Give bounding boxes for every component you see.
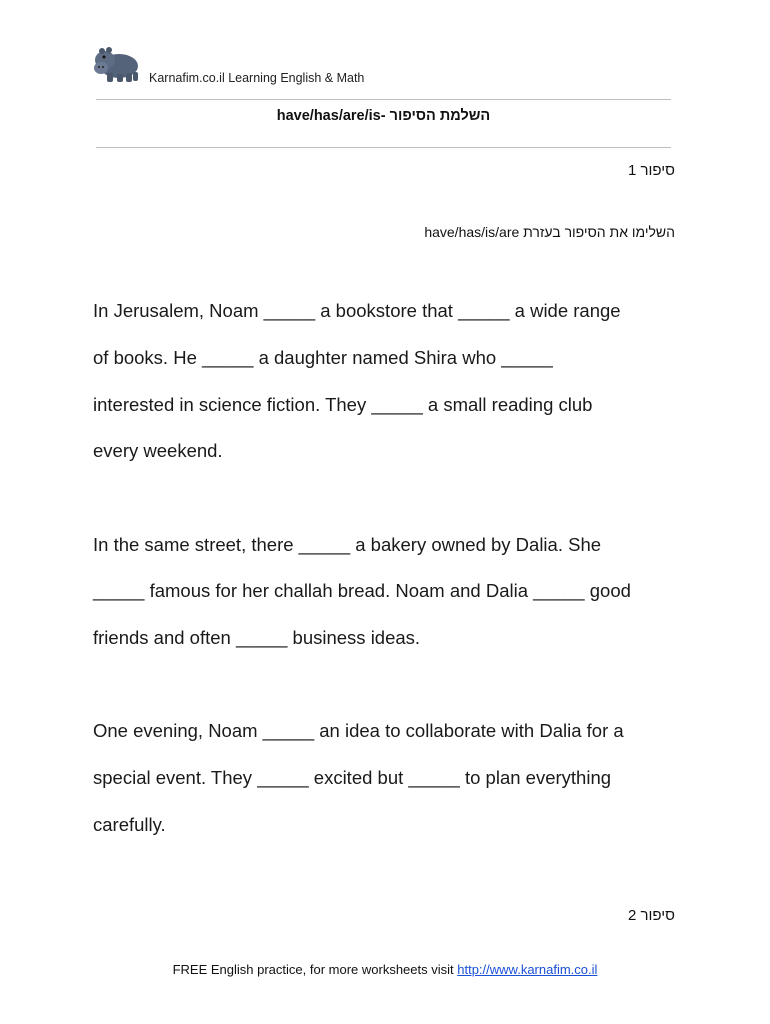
story-line: of books. He _____ a daughter named Shira who _____: [93, 347, 553, 368]
story-line: special event. They _____ excited but _____ to plan everything: [93, 767, 612, 788]
story-line: every weekend.: [93, 440, 223, 461]
story-1-label: סיפור 1: [627, 162, 675, 179]
story-instructions: השלימו את הסיפור בעזרת have/has/is/are: [424, 224, 675, 240]
page-footer: [0, 962, 770, 977]
title-divider: [96, 147, 671, 148]
hippo-icon: [93, 42, 143, 84]
story-line: friends and often _____ business ideas.: [93, 627, 421, 648]
story-2-label: סיפור 2: [627, 907, 675, 924]
site-name: Karnafim.co.il Learning English & Math: [149, 71, 365, 85]
story-line: In Jerusalem, Noam _____ a bookstore that _____ a wide range: [93, 300, 621, 321]
page-header: [93, 42, 673, 84]
header-divider: [96, 99, 671, 100]
footer-text: FREE English practice, for more worksheets visit: [172, 962, 458, 977]
story-line: _____ famous for her challah bread. Noam and Dalia _____ good: [93, 580, 631, 601]
story-line: interested in science fiction. They _____ a small reading club: [93, 394, 593, 415]
footer-link[interactable]: http://www.karnafim.co.il: [457, 962, 598, 977]
worksheet-title: have/has/are/is- השלמת הסיפור: [276, 108, 491, 124]
story-line: carefully.: [93, 814, 166, 835]
story-line: One evening, Noam _____ an idea to collaborate with Dalia for a: [93, 720, 624, 741]
story-line: In the same street, there _____ a bakery owned by Dalia. She: [93, 534, 602, 555]
